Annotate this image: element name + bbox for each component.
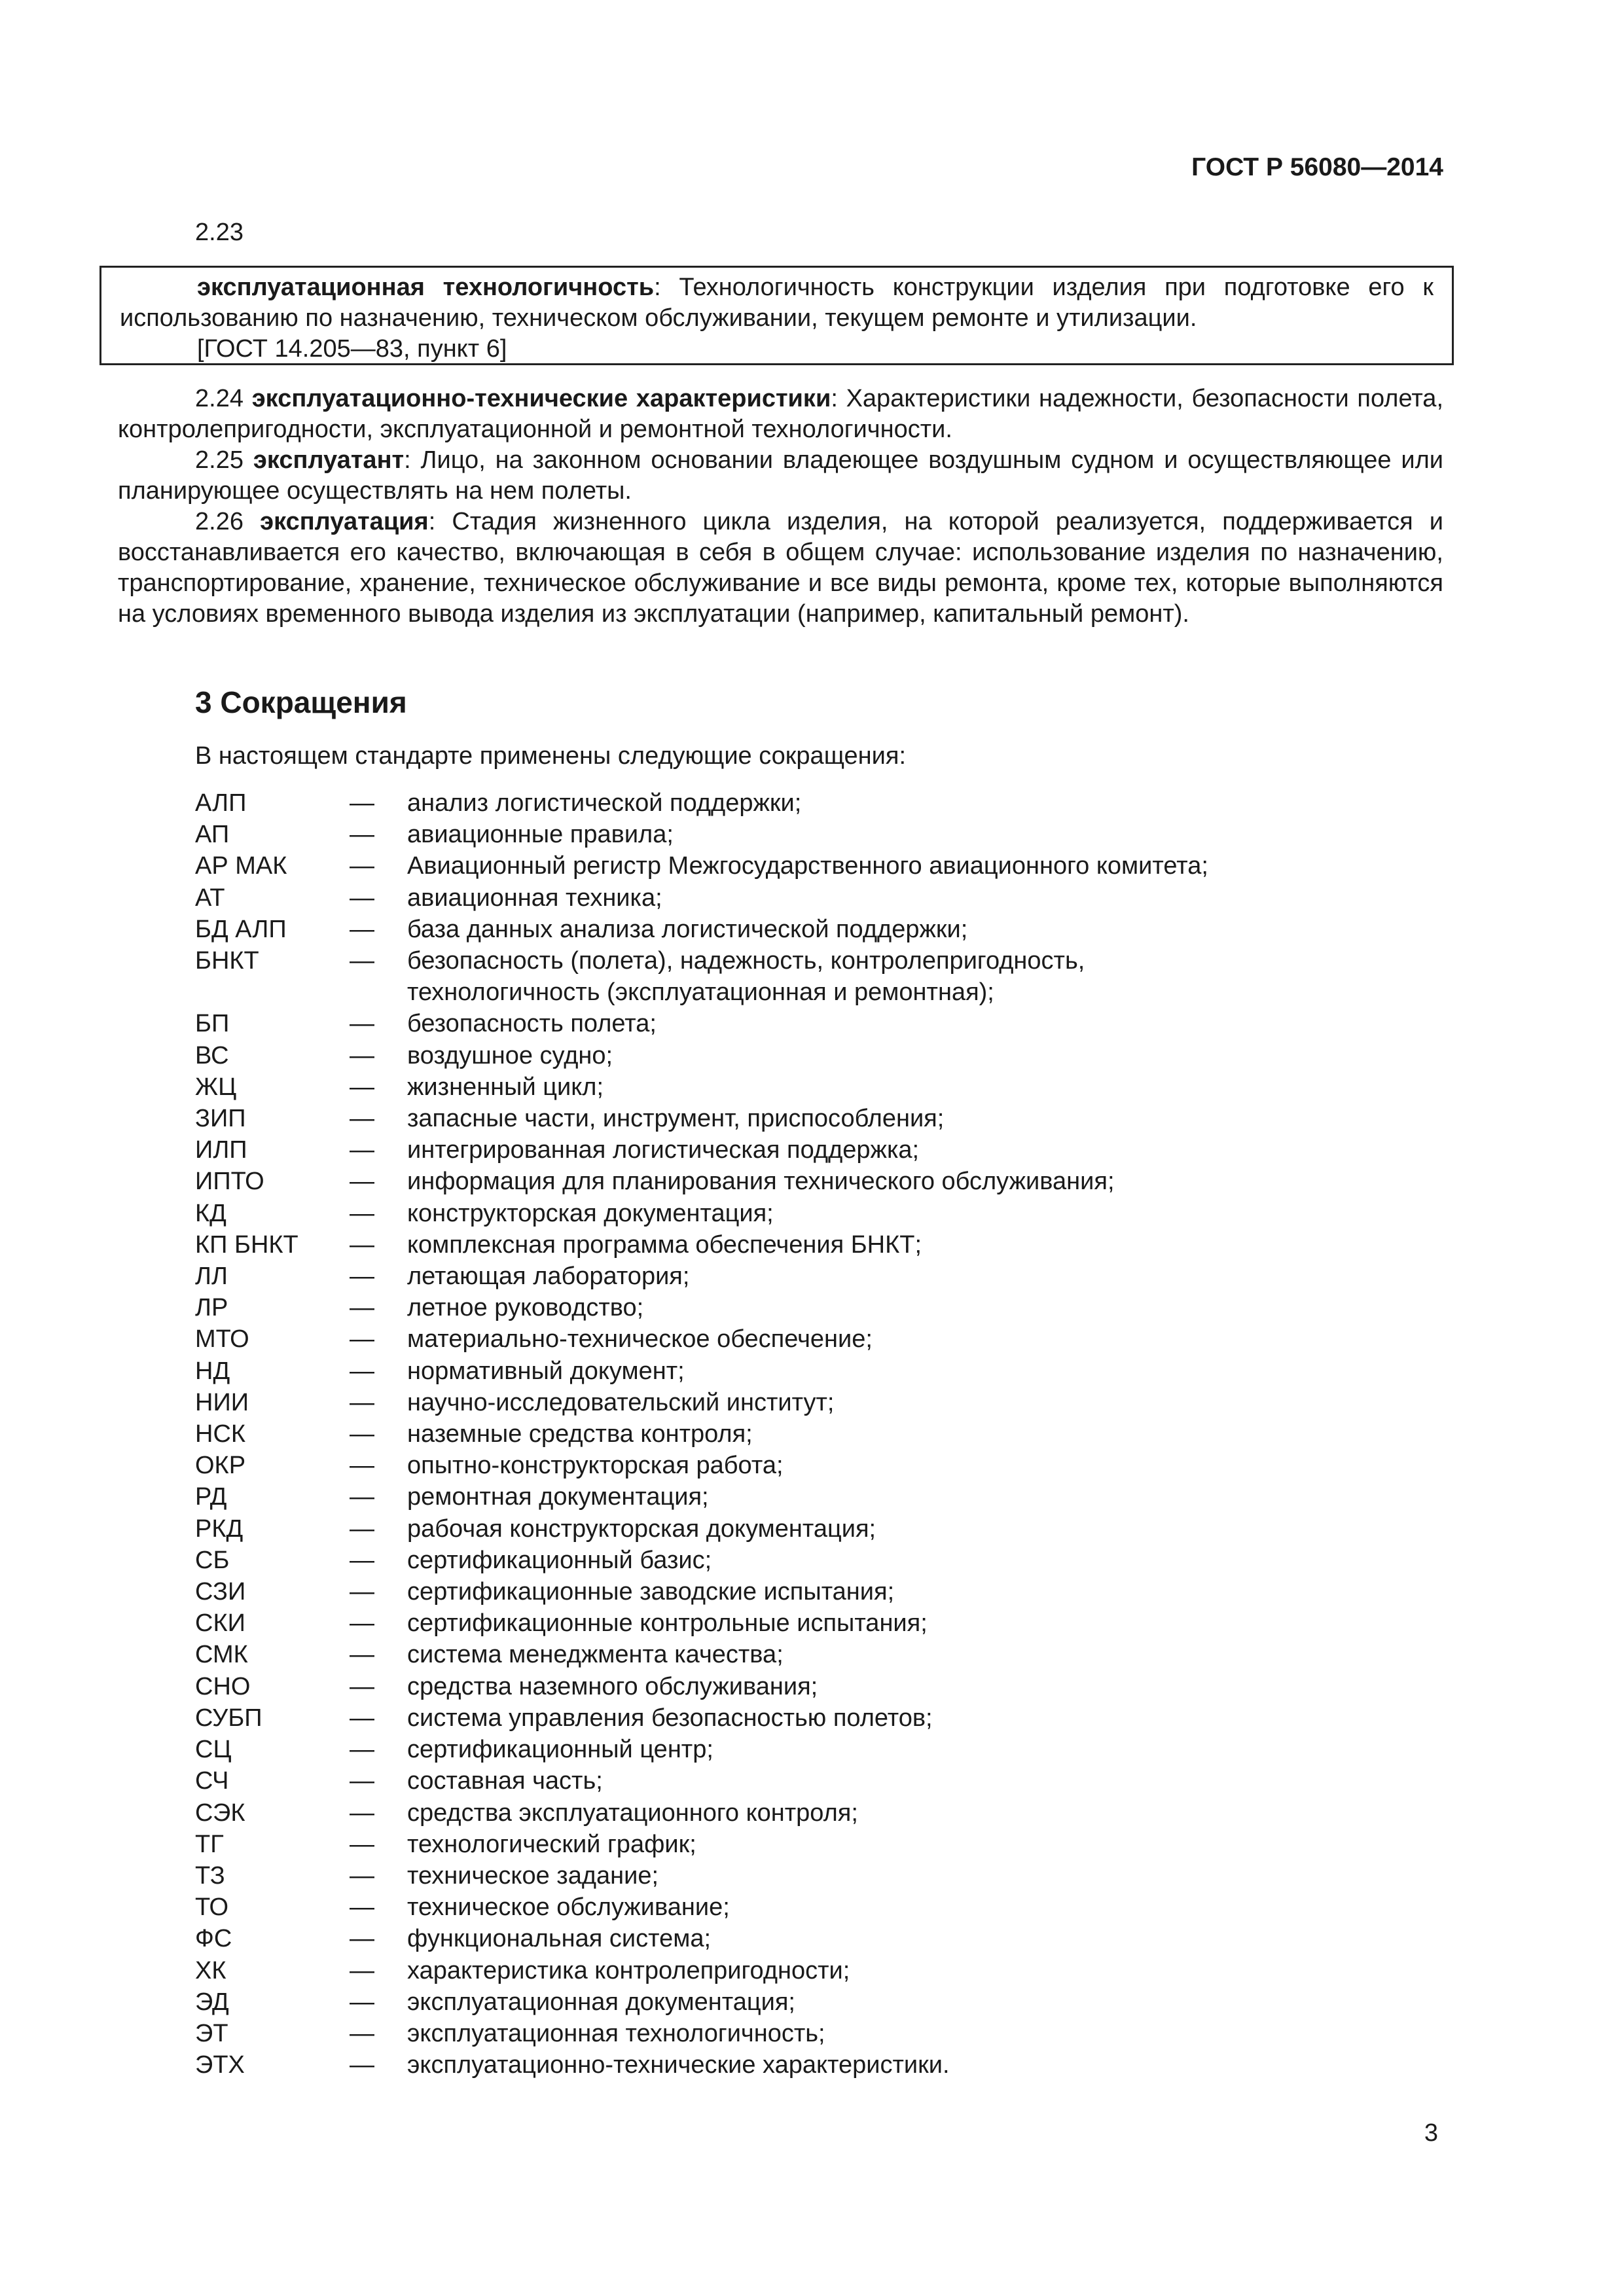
page-number: 3 [1424, 2119, 1438, 2147]
abbreviation-definition [407, 1829, 1439, 1860]
dash-separator: — [350, 1893, 374, 1922]
definition-line: авиационная техника; [407, 884, 662, 912]
abbreviation-definition [407, 1323, 1439, 1355]
abbreviation: НИИ [195, 1388, 249, 1416]
dash-separator: — [350, 1736, 374, 1764]
definition-line: информация для планирования технического обслуживания; [407, 1168, 1115, 1196]
term-definition-text: : Технологичность конструкции изделия при подготовке его к использованию по назначению, техническом обслуживании, текущем ремонте и утилизации. [120, 274, 1434, 332]
abbreviation-definition [407, 1955, 1439, 1986]
abbreviation-row [195, 1292, 1439, 1323]
dash-separator: — [350, 1704, 374, 1732]
dash-separator: — [350, 789, 374, 817]
abbreviation-definition [407, 1481, 1439, 1513]
abbreviation-definition [407, 1607, 1439, 1639]
definition-line: сертификационный базис; [407, 1546, 712, 1574]
term-name: эксплуатация [260, 508, 429, 535]
abbreviation-definition [407, 945, 1439, 1008]
abbreviation-row [195, 1923, 1439, 1954]
abbreviation-row [195, 1261, 1439, 1292]
abbreviation-row [195, 2018, 1439, 2049]
definition-line: средства эксплуатационного контроля; [407, 1799, 858, 1827]
term-number: 2.26 [195, 508, 244, 535]
abbreviation-row [195, 914, 1439, 945]
definition-line: эксплуатационная документация; [407, 1988, 795, 2016]
abbreviation-row [195, 850, 1439, 882]
abbreviation: ЭТХ [195, 2051, 245, 2079]
dash-separator: — [350, 821, 374, 849]
term-name: эксплуатационно-технические характеристики [251, 385, 831, 412]
definition-line: материально-техническое обеспечение; [407, 1325, 873, 1354]
abbreviation-row [195, 1797, 1439, 1829]
section-intro: В настоящем стандарте применены следующие сокращения: [195, 742, 907, 770]
dash-separator: — [350, 1609, 374, 1638]
definition-line: летающая лаборатория; [407, 1263, 690, 1291]
terms-list [118, 384, 1443, 630]
definition-line: эксплуатационная технологичность; [407, 2019, 825, 2047]
dash-separator: — [350, 1578, 374, 1606]
dash-separator: — [350, 1073, 374, 1101]
definition-line: средства наземного обслуживания; [407, 1672, 818, 1700]
abbreviation-definition [407, 787, 1439, 819]
abbreviation-row [195, 1450, 1439, 1481]
abbreviation-row [195, 1765, 1439, 1797]
definition-line: анализ логистической поддержки; [407, 789, 802, 817]
abbreviation-definition [407, 1765, 1439, 1797]
dash-separator: — [350, 947, 374, 975]
definition-line: база данных анализа логистической поддержки; [407, 915, 968, 943]
term-2-26 [118, 507, 1443, 630]
dash-separator: — [350, 1452, 374, 1480]
definition-line: летное руководство; [407, 1294, 644, 1322]
abbreviation-row [195, 1166, 1439, 1197]
definition-line: сертификационные контрольные испытания; [407, 1609, 928, 1638]
dash-separator: — [350, 1294, 374, 1322]
dash-separator: — [350, 1799, 374, 1827]
definition-line: безопасность (полета), надежность, контролепригодность, [407, 947, 1085, 975]
abbreviation-definition [407, 1387, 1439, 1418]
dash-separator: — [350, 1956, 374, 1984]
dash-separator: — [350, 884, 374, 912]
abbreviation-row [195, 1860, 1439, 1892]
dash-separator: — [350, 1515, 374, 1543]
abbreviation-definition [407, 1576, 1439, 1607]
abbreviation: БНКТ [195, 947, 259, 975]
abbreviation-definition [407, 1986, 1439, 2018]
abbreviation-row [195, 1513, 1439, 1545]
dash-separator: — [350, 1546, 374, 1574]
abbreviation-definition [407, 882, 1439, 914]
abbreviation-definition [407, 1860, 1439, 1892]
abbreviation: ТО [195, 1893, 229, 1922]
abbreviation: СЧ [195, 1767, 229, 1795]
abbreviation: ЗИП [195, 1105, 246, 1133]
standard-designation: ГОСТ Р 56080—2014 [1191, 153, 1443, 181]
abbreviation: ТГ [195, 1830, 224, 1858]
abbreviation-row [195, 819, 1439, 850]
abbreviation-row [195, 1986, 1439, 2018]
abbreviation: РКД [195, 1515, 244, 1543]
definition-line: авиационные правила; [407, 821, 674, 849]
abbreviation-definition [407, 1545, 1439, 1576]
abbreviation-definition [407, 1671, 1439, 1702]
dash-separator: — [350, 1136, 374, 1164]
dash-separator: — [350, 1199, 374, 1227]
abbreviation: СБ [195, 1546, 230, 1574]
abbreviation-row [195, 1576, 1439, 1607]
abbreviation-row [195, 882, 1439, 914]
dash-separator: — [350, 2019, 374, 2047]
term-source: [ГОСТ 14.205—83, пункт 6] [197, 335, 507, 363]
abbreviation-row [195, 787, 1439, 819]
abbreviation-row [195, 1134, 1439, 1166]
abbreviations-list [195, 787, 1439, 2081]
abbreviation-row [195, 1671, 1439, 1702]
abbreviation-row [195, 1639, 1439, 1670]
dash-separator: — [350, 1641, 374, 1669]
definition-line: рабочая конструкторская документация; [407, 1515, 876, 1543]
term-number: 2.25 [195, 446, 244, 474]
abbreviation-row [195, 1323, 1439, 1355]
abbreviation: БП [195, 1010, 230, 1038]
abbreviation: ВС [195, 1041, 229, 1069]
abbreviation: ИЛП [195, 1136, 247, 1164]
abbreviation-definition [407, 1892, 1439, 1923]
term-2-24 [118, 384, 1443, 445]
definition-line: характеристика контролепригодности; [407, 1956, 850, 1984]
abbreviation-row [195, 1103, 1439, 1134]
abbreviation-row [195, 1545, 1439, 1576]
definition-line: ремонтная документация; [407, 1483, 709, 1511]
dash-separator: — [350, 1041, 374, 1069]
abbreviation-definition [407, 1261, 1439, 1292]
abbreviation-row [195, 1040, 1439, 1071]
dash-separator: — [350, 1830, 374, 1858]
abbreviation-row [195, 1008, 1439, 1039]
abbreviation: РД [195, 1483, 227, 1511]
abbreviation-definition [407, 1702, 1439, 1734]
definition-line: система менеджмента качества; [407, 1641, 784, 1669]
dash-separator: — [350, 1483, 374, 1511]
abbreviation: НД [195, 1357, 230, 1385]
term-name: эксплуатационная технологичность [197, 274, 655, 301]
abbreviation: МТО [195, 1325, 249, 1354]
abbreviation-row [195, 945, 1439, 1008]
definition-line: воздушное судно; [407, 1041, 613, 1069]
abbreviation: ЛЛ [195, 1263, 228, 1291]
abbreviation-row [195, 2049, 1439, 2081]
abbreviation: СМК [195, 1641, 248, 1669]
definition-line: система управления безопасностью полетов; [407, 1704, 933, 1732]
abbreviation-definition [407, 1797, 1439, 1829]
abbreviation-definition [407, 1134, 1439, 1166]
abbreviation-row [195, 1198, 1439, 1229]
abbreviation: ХК [195, 1956, 226, 1984]
abbreviation-row [195, 1734, 1439, 1765]
definition-line: нормативный документ; [407, 1357, 685, 1385]
abbreviation-definition [407, 1639, 1439, 1670]
definition-line: конструкторская документация; [407, 1199, 774, 1227]
definition-line: безопасность полета; [407, 1010, 657, 1038]
abbreviation: КП БНКТ [195, 1230, 298, 1259]
definition-line: Авиационный регистр Межгосударственного авиационного комитета; [407, 852, 1208, 880]
definition-line: эксплуатационно-технические характеристики. [407, 2051, 950, 2079]
abbreviation-row [195, 1481, 1439, 1513]
abbreviation: ЖЦ [195, 1073, 237, 1101]
abbreviation-definition [407, 1513, 1439, 1545]
abbreviation-definition [407, 1103, 1439, 1134]
definition-line: технологичность (эксплуатационная и ремонтная); [407, 978, 994, 1007]
dash-separator: — [350, 1672, 374, 1700]
definition-line: опытно-конструкторская работа; [407, 1452, 784, 1480]
dash-separator: — [350, 1168, 374, 1196]
dash-separator: — [350, 1010, 374, 1038]
abbreviation-definition [407, 1450, 1439, 1481]
definition-line: интегрированная логистическая поддержка; [407, 1136, 920, 1164]
abbreviation-row [195, 1229, 1439, 1261]
abbreviation: ФС [195, 1925, 232, 1953]
term-definition-text: : Характеристики надежности, безопасности полета, контролепригодности, эксплуатационной и ремонтной технологичности. [118, 385, 1444, 443]
abbreviation: ОКР [195, 1452, 246, 1480]
abbreviation-definition [407, 2049, 1439, 2081]
abbreviation-definition [407, 1355, 1439, 1387]
abbreviation-row [195, 1387, 1439, 1418]
abbreviation-definition [407, 2018, 1439, 2049]
dash-separator: — [350, 1420, 374, 1448]
abbreviation-definition [407, 819, 1439, 850]
abbreviation-row [195, 1892, 1439, 1923]
abbreviation-definition [407, 914, 1439, 945]
abbreviation: СКИ [195, 1609, 245, 1638]
abbreviation-definition [407, 1418, 1439, 1450]
abbreviation: СЗИ [195, 1578, 246, 1606]
dash-separator: — [350, 2051, 374, 2079]
dash-separator: — [350, 1388, 374, 1416]
term-number: 2.24 [195, 385, 244, 412]
definition-line: комплексная программа обеспечения БНКТ; [407, 1230, 922, 1259]
abbreviation: СЭК [195, 1799, 245, 1827]
abbreviation-row [195, 1829, 1439, 1860]
definition-line: технологический график; [407, 1830, 696, 1858]
abbreviation-definition [407, 1229, 1439, 1261]
definition-line: техническое задание; [407, 1861, 659, 1890]
dash-separator: — [350, 1105, 374, 1133]
dash-separator: — [350, 1767, 374, 1795]
term-definition-text: : Лицо, на законном основании владеющее воздушным судном и осуществляющее или планирующее осуществлять на нем полеты. [118, 446, 1443, 505]
dash-separator: — [350, 1263, 374, 1291]
definition-line: научно-исследовательский институт; [407, 1388, 835, 1416]
definition-line: запасные части, инструмент, приспособления; [407, 1105, 945, 1133]
term-definition-2-23 [120, 272, 1434, 334]
abbreviation-definition [407, 1734, 1439, 1765]
dash-separator: — [350, 1988, 374, 2016]
definition-line: функциональная система; [407, 1925, 712, 1953]
abbreviation: СУБП [195, 1704, 262, 1732]
dash-separator: — [350, 1230, 374, 1259]
abbreviation: БД АЛП [195, 915, 287, 943]
term-2-25 [118, 445, 1443, 507]
dash-separator: — [350, 1357, 374, 1385]
term-definition-text: : Стадия жизненного цикла изделия, на которой реализуется, поддерживается и восстанавливается его качество, включающая в себя в общем случае: использование изделия по назначению, транспортирование, хранение, техническое обслуживание и все виды ремонта, кроме тех, которые выполняются на условиях временного вывода изделия из эксплуатации (например, капитальный ремонт). [118, 508, 1443, 628]
abbreviation-definition [407, 1198, 1439, 1229]
abbreviation-row [195, 1607, 1439, 1639]
dash-separator: — [350, 1925, 374, 1953]
abbreviation-definition [407, 1008, 1439, 1039]
abbreviation: ЭД [195, 1988, 229, 2016]
definition-line: сертификационные заводские испытания; [407, 1578, 895, 1606]
abbreviation: СНО [195, 1672, 251, 1700]
abbreviation: КД [195, 1199, 226, 1227]
dash-separator: — [350, 1861, 374, 1890]
abbreviation: СЦ [195, 1736, 232, 1764]
abbreviation: ИПТО [195, 1168, 264, 1196]
abbreviation-row [195, 1955, 1439, 1986]
abbreviation: ТЗ [195, 1861, 225, 1890]
abbreviation-definition [407, 1166, 1439, 1197]
abbreviation-definition [407, 850, 1439, 882]
abbreviation-definition [407, 1923, 1439, 1954]
abbreviation: АТ [195, 884, 225, 912]
definition-line: жизненный цикл; [407, 1073, 604, 1101]
dash-separator: — [350, 1325, 374, 1354]
abbreviation: НСК [195, 1420, 246, 1448]
abbreviation: ЭТ [195, 2019, 228, 2047]
abbreviation-definition [407, 1292, 1439, 1323]
term-definition-box [99, 266, 1454, 365]
definition-line: составная часть; [407, 1767, 603, 1795]
dash-separator: — [350, 915, 374, 943]
definition-line: наземные средства контроля; [407, 1420, 753, 1448]
abbreviation: ЛР [195, 1294, 228, 1322]
term-number-2-23: 2.23 [195, 219, 244, 246]
abbreviation-row [195, 1355, 1439, 1387]
abbreviation: АР МАК [195, 852, 287, 880]
definition-line: сертификационный центр; [407, 1736, 713, 1764]
term-name: эксплуатант [253, 446, 405, 474]
dash-separator: — [350, 852, 374, 880]
abbreviation-definition [407, 1040, 1439, 1071]
definition-line: техническое обслуживание; [407, 1893, 730, 1922]
abbreviation-row [195, 1071, 1439, 1103]
abbreviation-definition [407, 1071, 1439, 1103]
abbreviation: АП [195, 821, 230, 849]
abbreviation-row [195, 1418, 1439, 1450]
abbreviation: АЛП [195, 789, 247, 817]
abbreviation-row [195, 1702, 1439, 1734]
section-title: 3 Сокращения [195, 685, 407, 719]
